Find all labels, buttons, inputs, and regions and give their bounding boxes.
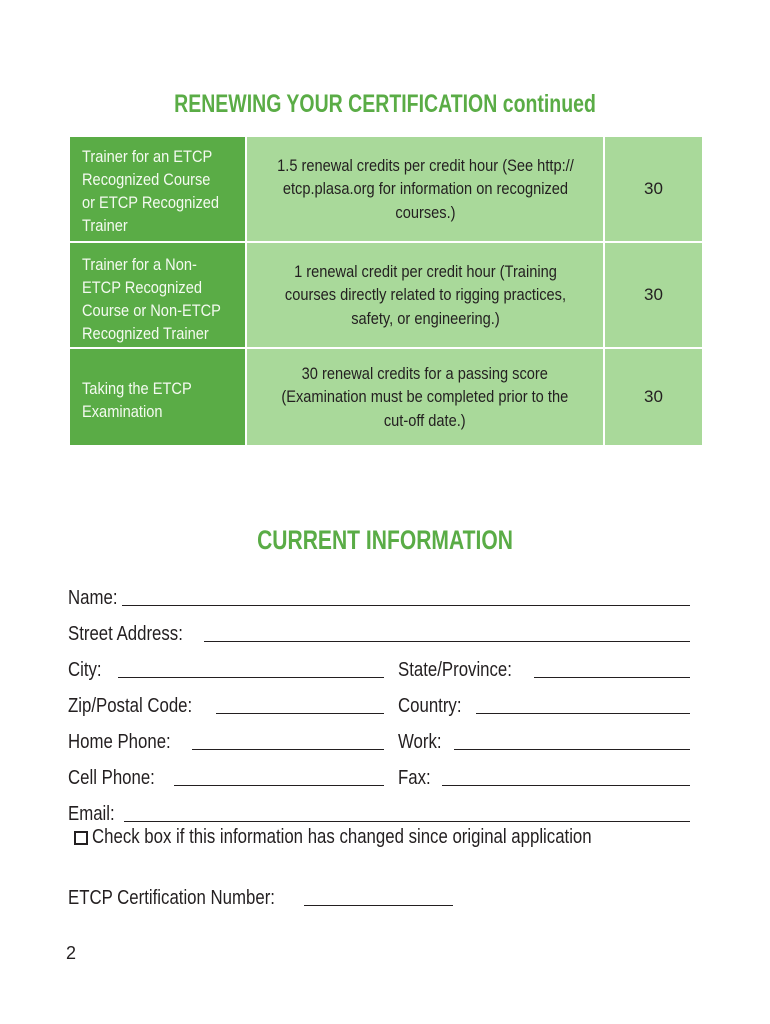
email-field[interactable]	[124, 821, 690, 822]
description-text: 1.5 renewal credits per credit hour (See http:// etcp.plasa.org for information on recognized courses.)	[276, 155, 574, 222]
activity-cell	[70, 137, 245, 241]
description-cell	[247, 349, 603, 445]
section-heading-renewing: RENEWING YOUR CERTIFICATION continued	[174, 90, 596, 118]
table-row	[70, 349, 702, 445]
max-credits-cell: 30	[605, 243, 702, 347]
city-label: City:	[68, 659, 102, 681]
table-row	[70, 137, 702, 241]
home-phone-field[interactable]	[192, 749, 384, 750]
description-text: 1 renewal credit per credit hour (Training courses directly related to rigging practices, safety, or engineering.)	[284, 261, 566, 328]
fax-field[interactable]	[442, 785, 690, 786]
description-cell	[247, 243, 603, 347]
zip-code-field[interactable]	[216, 713, 384, 714]
description-cell	[247, 137, 603, 241]
activity-text: Taking the ETCP Examination	[82, 379, 192, 421]
cell-phone-field[interactable]	[174, 785, 384, 786]
max-credits-cell: 30	[605, 349, 702, 445]
street-address-field[interactable]	[204, 641, 690, 642]
email-label: Email:	[68, 803, 115, 825]
renewal-credits-table	[70, 137, 702, 445]
changed-info-checkbox[interactable]	[74, 831, 88, 845]
table-row	[70, 243, 702, 347]
country-label: Country:	[398, 695, 462, 717]
cert-number-label: ETCP Certification Number:	[68, 887, 275, 909]
activity-text: Trainer for an ETCP Recognized Course or ETCP Recognized Trainer	[82, 147, 220, 235]
state-province-field[interactable]	[534, 677, 690, 678]
work-phone-label: Work:	[398, 731, 442, 753]
page-number: 2	[66, 943, 77, 963]
cell-phone-label: Cell Phone:	[68, 767, 155, 789]
section-heading-current-information: CURRENT INFORMATION	[257, 525, 513, 555]
activity-cell	[70, 243, 245, 347]
street-address-label: Street Address:	[68, 623, 183, 645]
zip-code-label: Zip/Postal Code:	[68, 695, 193, 717]
changed-info-row	[68, 826, 687, 849]
max-credits-cell: 30	[605, 137, 702, 241]
work-phone-field[interactable]	[454, 749, 690, 750]
state-province-label: State/Province:	[398, 659, 512, 681]
cert-number-field[interactable]	[304, 905, 453, 906]
fax-label: Fax:	[398, 767, 431, 789]
name-label: Name:	[68, 587, 118, 609]
name-field[interactable]	[122, 605, 690, 606]
home-phone-label: Home Phone:	[68, 731, 171, 753]
activity-cell	[70, 349, 245, 445]
changed-info-label: Check box if this information has changed since original application	[92, 826, 592, 848]
activity-text: Trainer for a Non- ETCP Recognized Course or Non-ETCP Recognized Trainer	[82, 255, 221, 343]
country-field[interactable]	[476, 713, 690, 714]
city-field[interactable]	[118, 677, 384, 678]
description-text: 30 renewal credits for a passing score (Examination must be completed prior to the cut-off date.)	[281, 363, 569, 430]
